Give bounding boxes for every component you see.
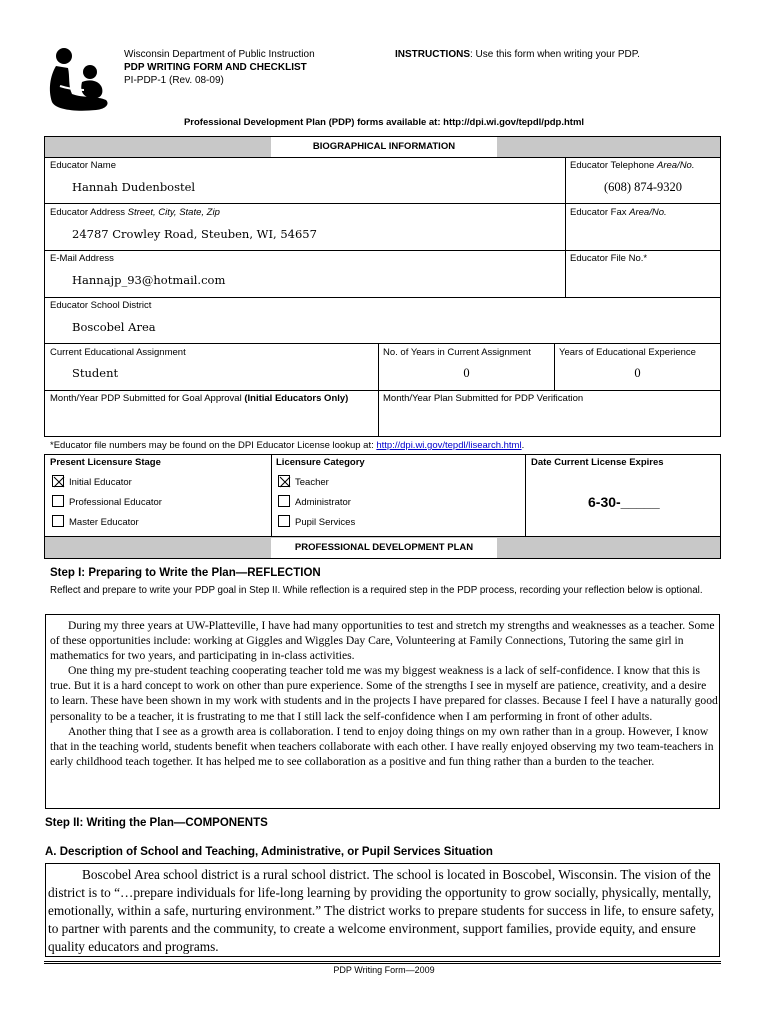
- form-title: PDP WRITING FORM AND CHECKLIST: [124, 62, 307, 73]
- table-left-border: [44, 536, 45, 558]
- phone-label-text: Educator Telephone: [570, 160, 655, 171]
- divider: [44, 558, 721, 559]
- license-lookup-link[interactable]: http://dpi.wi.gov/tepdl/lisearch.html: [376, 440, 522, 451]
- checkbox-administrator[interactable]: [278, 495, 290, 507]
- years-current-label: No. of Years in Current Assignment: [383, 347, 531, 358]
- form-code: PI-PDP-1 (Rev. 08-09): [124, 75, 224, 86]
- phone-label: [570, 160, 694, 172]
- submitted-goal-label-text: Month/Year PDP Submitted for Goal Approval: [50, 393, 245, 404]
- email-field[interactable]: Hannajp_93@hotmail.com: [72, 273, 226, 287]
- assignment-label: Current Educational Assignment: [50, 347, 186, 358]
- divider: [44, 454, 721, 455]
- educator-name-field[interactable]: Hannah Dudenbostel: [72, 180, 196, 194]
- checkbox-teacher[interactable]: [278, 475, 290, 487]
- pdp-section-title: PROFESSIONAL DEVELOPMENT PLAN: [271, 538, 497, 558]
- option-label: Master Educator: [69, 517, 139, 528]
- reflection-paragraph: During my three years at UW-Platteville, I have had many opportunities to test and stretch my strengths and weaknesses as a teacher. Some of these opportunities include: working at Giggles and Wiggles Day Care, Volunteering at Family Connections, Tutoring the same girl in mathematics for two years, and participating in in-class activities.: [50, 619, 715, 663]
- fax-label-text: Educator Fax: [570, 207, 627, 218]
- instructions: [395, 48, 640, 61]
- fax-label: [570, 207, 667, 219]
- reflection-paragraph: Another thing that I see as a growth area is collaboration. I tend to enjoy doing things on my own rather than in a group. However, I know that in the teaching world, students benefit when teachers collaborate with each other. I have really enjoyed observing my two team-teachers in early childhood teach together. It has helped me to see collaboration as a positive and fun thing rather than a burden to the teacher.: [50, 724, 714, 768]
- forms-available-note: Professional Development Plan (PDP) forms available at: http://dpi.wi.gov/tepdl/pdp.html: [183, 117, 585, 128]
- divider: [44, 250, 721, 251]
- option-label: Initial Educator: [69, 477, 132, 488]
- lookup-note-end: .: [521, 440, 525, 451]
- divider: [271, 454, 272, 536]
- licensure-category-header: Licensure Category: [276, 457, 365, 468]
- checkbox-pupil-services[interactable]: [278, 515, 290, 527]
- address-label-text: Educator Address: [50, 207, 125, 218]
- option-label: Professional Educator: [69, 497, 162, 508]
- verification-label: Month/Year Plan Submitted for PDP Verification: [383, 393, 584, 404]
- phone-label-italic: Area/No.: [656, 160, 695, 171]
- submitted-goal-label-bold: (Initial Educators Only): [244, 393, 349, 404]
- part-a-title: A. Description of School and Teaching, Administrative, or Pupil Services Situation: [45, 846, 493, 858]
- divider: [525, 454, 526, 536]
- table-left-border: [44, 454, 45, 536]
- footer-rule: [44, 963, 721, 964]
- license-expires-field[interactable]: 6-30-_____: [588, 494, 660, 510]
- divider: [565, 157, 566, 297]
- option-label: Teacher: [295, 477, 329, 488]
- lookup-note-text: *Educator file numbers may be found on the DPI Educator License lookup at:: [50, 440, 377, 451]
- divider: [44, 436, 721, 437]
- email-label: E-Mail Address: [50, 253, 114, 264]
- fax-label-italic: Area/No.: [629, 207, 667, 218]
- part-a-paragraph: Boscobel Area school district is a rural school district. The school is located in Boscobel, Wisconsin. The vision of the district is to “…prepare individuals for life-long learning by providing the opportunity to grow socially, physically, mentally, emotionally, within a safe, nurturing environment.” The district works to prepare students for success in life, to ensure safety, to partner with parents and the community, to create a welcome environment, support families, provide equity, and ensure quality educators and programs.: [48, 867, 715, 954]
- licensure-stage-header: Present Licensure Stage: [50, 457, 161, 468]
- educator-name-label: Educator Name: [50, 160, 117, 171]
- phone-field[interactable]: (608) 874-9320: [603, 180, 683, 194]
- table-right-border: [720, 536, 721, 558]
- file-lookup-note: [50, 440, 524, 452]
- district-label: Educator School District: [50, 300, 152, 311]
- agency-name: Wisconsin Department of Public Instruction: [124, 49, 315, 60]
- years-experience-field[interactable]: 0: [634, 366, 641, 380]
- file-number-label: Educator File No.*: [570, 253, 648, 264]
- years-current-field[interactable]: 0: [463, 366, 470, 380]
- address-label-italic: Street, City, State, Zip: [127, 207, 220, 218]
- reflection-paragraph: One thing my pre-student teaching cooperating teacher told me was my biggest weakness is a lack of self-confidence. I know that this is true. But it is a hard concept to work on other than pure experience. Some of the strengths I see in myself are patience, creativity, and a desire to learn. These have been shown in my work with students and in the projects I have prepared for classes. Because I feel I have a naturally good personality to be a teacher, it is frustrating to me that I still lack the self-confidence when I am performing in front of other adults.: [50, 664, 718, 723]
- years-experience-label: [559, 347, 696, 359]
- address-label: [50, 207, 220, 219]
- checkbox-professional-educator[interactable]: [52, 495, 64, 507]
- footer-text: PDP Writing Form—2009: [333, 965, 435, 975]
- years-experience-label-text: Years of Educational Experience: [559, 347, 696, 358]
- part-a-text: [48, 866, 718, 956]
- dpi-logo: [46, 46, 112, 112]
- option-label: Pupil Services: [295, 517, 356, 528]
- reflection-text: [50, 618, 718, 769]
- district-field[interactable]: Boscobel Area: [72, 320, 156, 334]
- checkbox-initial-educator[interactable]: [52, 475, 64, 487]
- instructions-label: INSTRUCTIONS: [395, 49, 470, 60]
- divider: [44, 203, 721, 204]
- license-expires-header: Date Current License Expires: [531, 457, 664, 468]
- table-right-border: [720, 454, 721, 536]
- address-field[interactable]: 24787 Crowley Road, Steuben, WI, 54657: [72, 227, 317, 241]
- table-right-border: [720, 136, 721, 436]
- footer-rule: [44, 961, 721, 962]
- divider: [44, 343, 721, 344]
- bio-section-title: BIOGRAPHICAL INFORMATION: [271, 137, 497, 157]
- table-left-border: [44, 136, 45, 436]
- step1-description: Reflect and prepare to write your PDP goal in Step II. While reflection is a required step in the PDP process, recording your reflection below is optional.: [50, 585, 703, 596]
- assignment-field[interactable]: Student: [72, 366, 119, 380]
- divider: [44, 390, 721, 391]
- instructions-text: : Use this form when writing your PDP.: [470, 49, 640, 60]
- option-label: Administrator: [295, 497, 351, 508]
- step2-title: Step II: Writing the Plan—COMPONENTS: [45, 817, 268, 829]
- divider: [44, 157, 721, 158]
- divider: [44, 297, 721, 298]
- checkbox-master-educator[interactable]: [52, 515, 64, 527]
- submitted-goal-label: [50, 393, 348, 405]
- step1-title: Step I: Preparing to Write the Plan—REFLECTION: [50, 567, 321, 579]
